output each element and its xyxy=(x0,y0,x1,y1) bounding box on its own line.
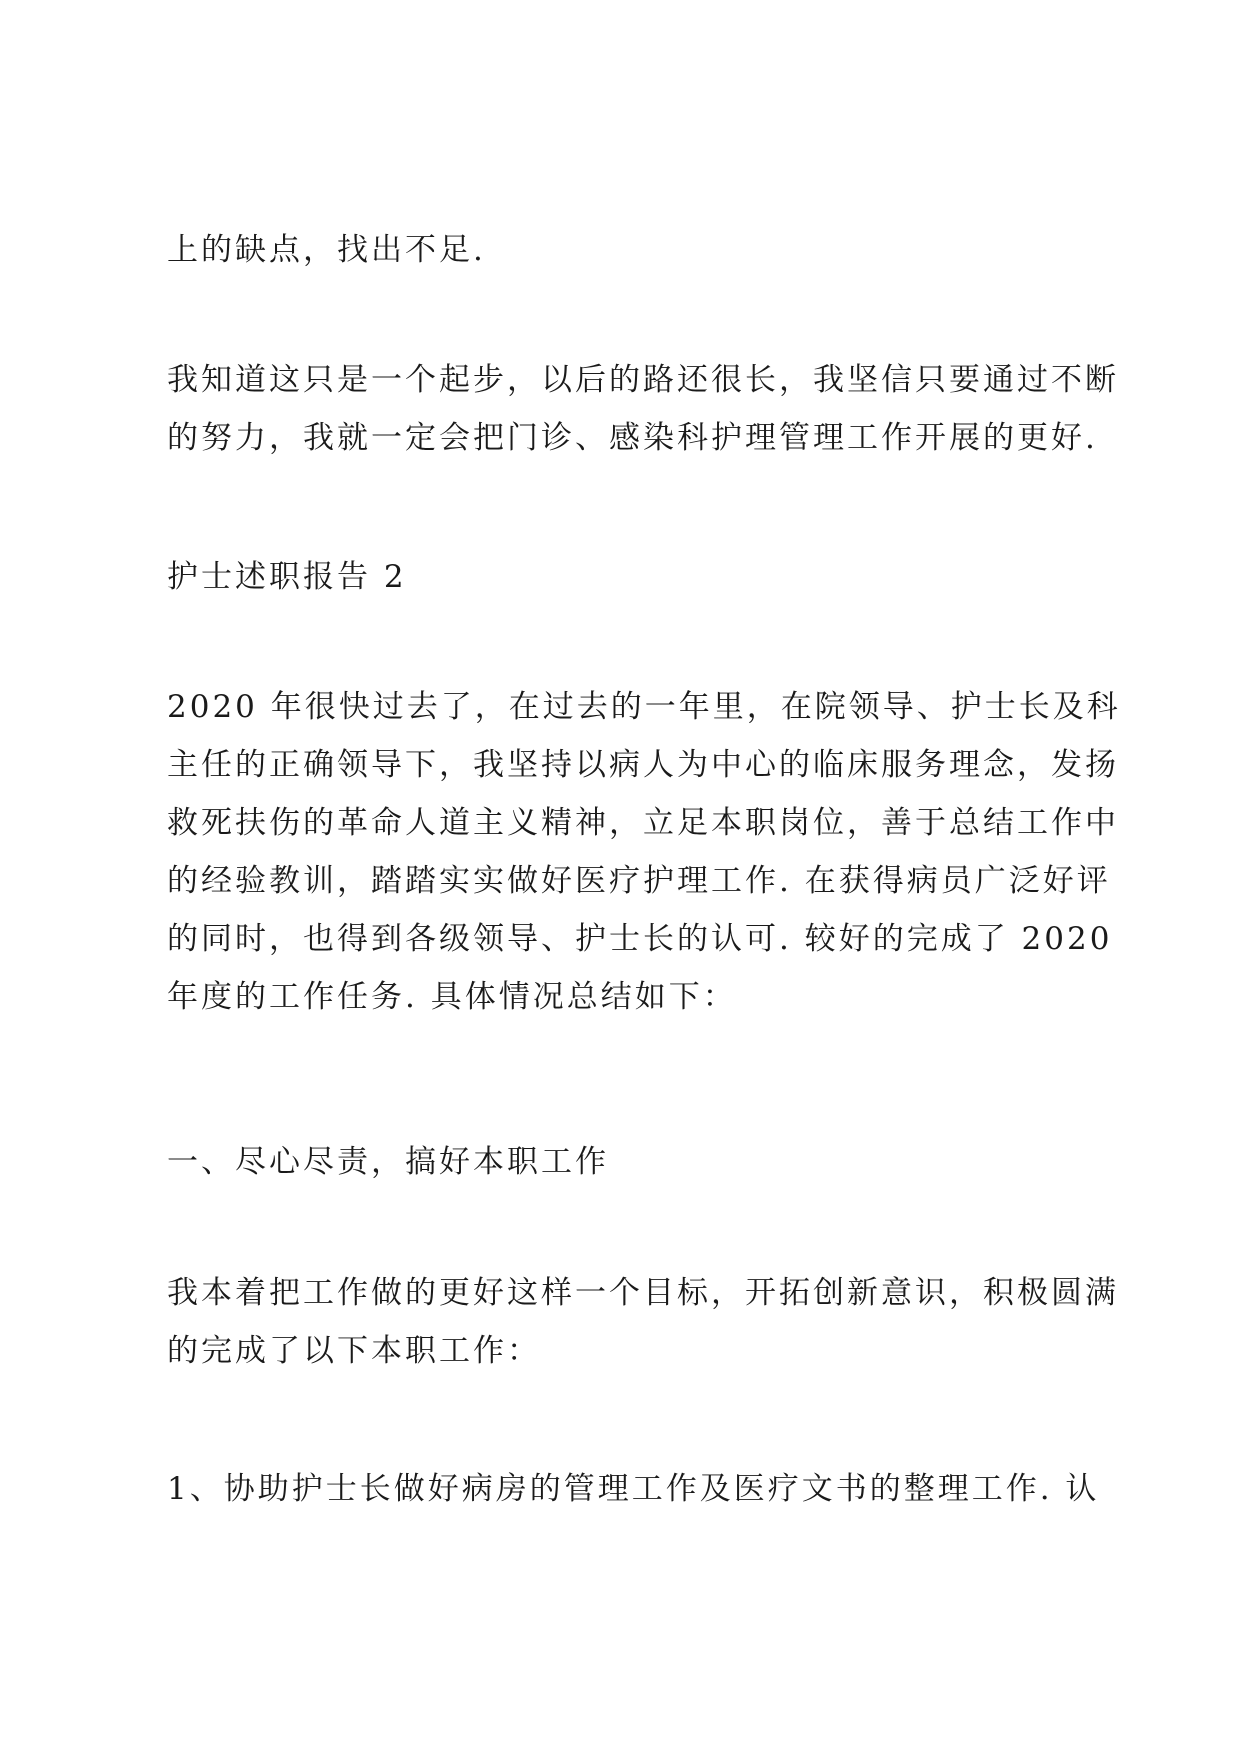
text-line: 主任的正确领导下，我坚持以病人为中心的临床服务理念，发扬 xyxy=(167,747,1119,783)
text-line: 一、尽心尽责，搞好本职工作 xyxy=(167,1144,609,1180)
text-line: 2020 年很快过去了，在过去的一年里，在院领导、护士长及科 xyxy=(167,689,1121,725)
text-line: 的同时，也得到各级领导、护士长的认可. 较好的完成了 2020 xyxy=(167,921,1113,957)
text-line: 年度的工作任务. 具体情况总结如下： xyxy=(167,979,737,1015)
text-line: 我知道这只是一个起步，以后的路还很长，我坚信只要通过不断 xyxy=(167,362,1119,398)
paragraph xyxy=(167,221,1097,279)
paragraph xyxy=(167,1264,1119,1380)
paragraph xyxy=(167,351,1119,467)
section-heading xyxy=(167,548,1097,606)
section-heading xyxy=(167,1133,1097,1191)
text-line: 的经验教训，踏踏实实做好医疗护理工作. 在获得病员广泛好评 xyxy=(167,863,1111,899)
text-line: 上的缺点，找出不足. xyxy=(167,232,486,268)
text-line: 的努力，我就一定会把门诊、感染科护理管理工作开展的更好. xyxy=(167,420,1098,456)
paragraph xyxy=(167,1460,1100,1518)
text-line: 救死扶伤的革命人道主义精神，立足本职岗位，善于总结工作中 xyxy=(167,805,1119,841)
paragraph xyxy=(167,678,1121,1026)
text-line: 护士述职报告 2 xyxy=(167,559,407,595)
text-line: 的完成了以下本职工作： xyxy=(167,1333,541,1369)
text-line: 1、协助护士长做好病房的管理工作及医疗文书的整理工作. 认 xyxy=(167,1471,1100,1507)
text-line: 我本着把工作做的更好这样一个目标，开拓创新意识，积极圆满 xyxy=(167,1275,1119,1311)
